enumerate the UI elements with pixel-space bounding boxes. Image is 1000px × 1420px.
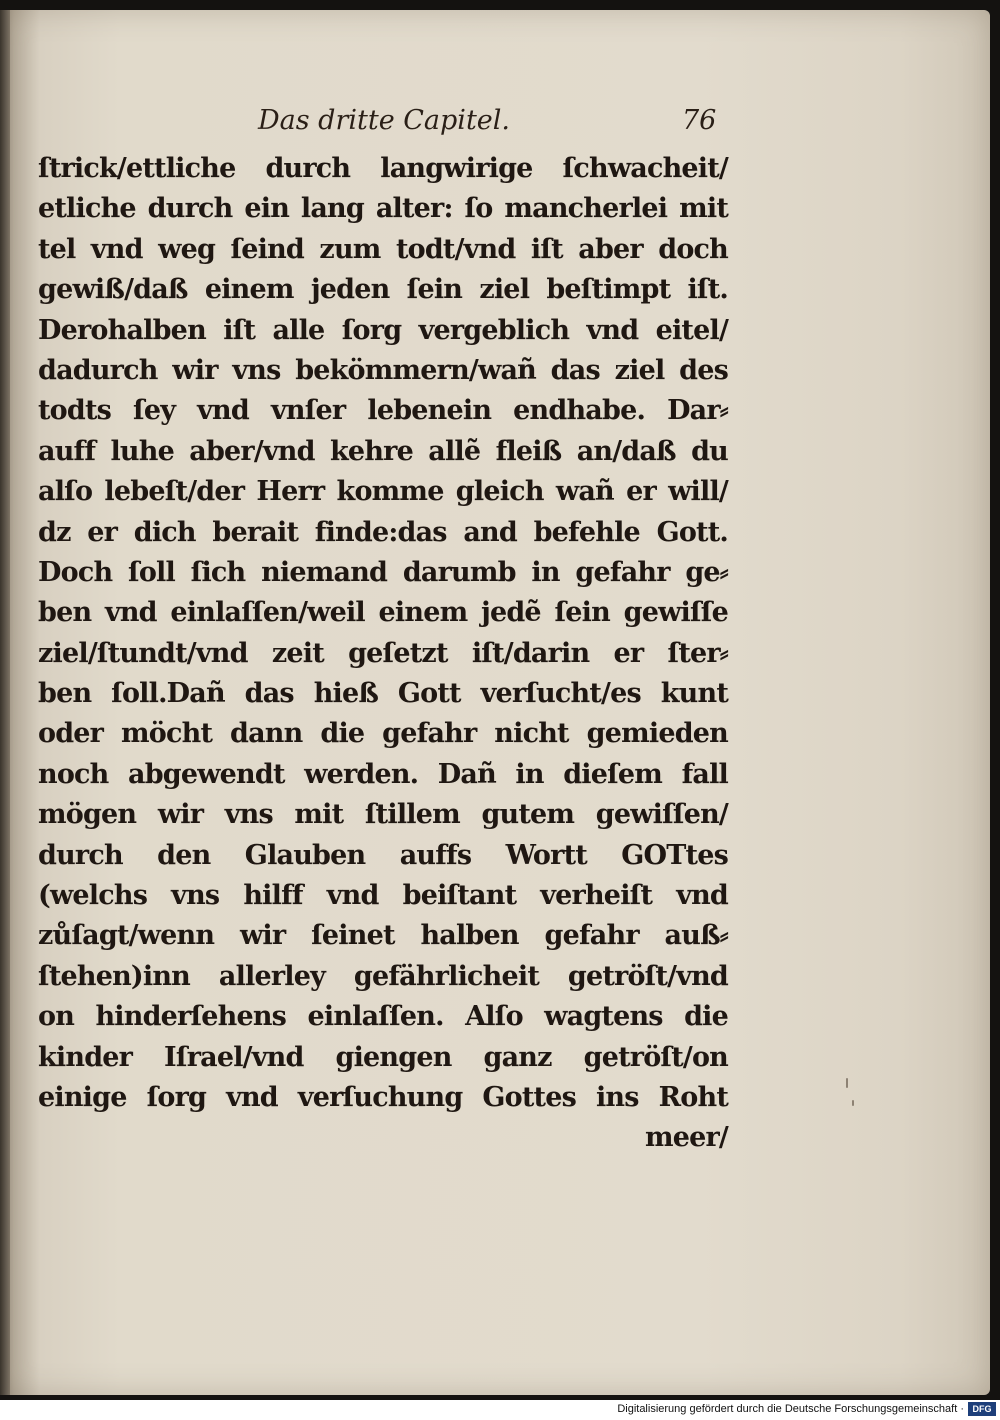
text-line: oder möcht dann die gefahr nicht gemieden — [38, 718, 728, 750]
running-title: Das dritte Capitel. — [258, 105, 510, 136]
text-line: ben ſoll.Dañ das hieß Gott verſucht/es kunt — [38, 678, 728, 710]
text-line: kinder Iſrael/vnd giengen ganz getröſt/on — [38, 1041, 728, 1073]
footer-credit: Digitalisierung gefördert durch die Deutsche Forschungsgemeinschaft · — [617, 1403, 964, 1415]
text-line: dz er dich berait finde:das and befehle Gott. — [38, 516, 728, 548]
catchword: meer/ — [644, 1122, 728, 1154]
text-line: noch abgewendt werden. Dañ in dieſem fall — [38, 758, 728, 790]
body-text — [38, 149, 728, 1159]
book-page — [0, 10, 990, 1395]
text-line: on hinderſehens einlaſſen. Alſo wagtens die — [38, 1001, 728, 1033]
running-head — [0, 105, 740, 145]
text-line: gewiß/daß einem jeden ſein ziel beſtimpt iſt. — [38, 274, 728, 306]
footer-bar — [0, 1400, 1000, 1420]
book-spine — [0, 10, 10, 1395]
text-line: ziel/ſtundt/vnd zeit geſetzt iſt/darin er ſter⸗ — [38, 637, 728, 669]
text-line: etliche durch ein lang alter: ſo mancherlei mit — [38, 193, 728, 225]
dfg-logo-icon: DFG — [968, 1402, 996, 1416]
text-line: tel vnd weg ſeind zum todt/vnd iſt aber doch — [38, 233, 728, 265]
paper-speck — [846, 1078, 848, 1088]
text-line: mögen wir vns mit ſtillem gutem gewiſſen/ — [38, 799, 728, 831]
text-line: ben vnd einlaſſen/weil einem jedẽ ſein gewiſſe — [38, 597, 728, 629]
text-line: dadurch wir vns bekömmern/wañ das ziel des — [38, 354, 728, 386]
text-line: ſtehen)inn allerley gefährlicheit getröſt/vnd — [38, 960, 728, 992]
text-line: todts ſey vnd vnſer lebenein endhabe. Dar⸗ — [38, 395, 728, 427]
text-line: alſo lebeſt/der Herr komme gleich wañ er will/ — [38, 476, 728, 508]
paper-speck — [852, 1100, 854, 1106]
text-line: Derohalben iſt alle ſorg vergeblich vnd eitel/ — [38, 314, 728, 346]
text-line: durch den Glauben auffs Wortt GOTtes — [38, 839, 728, 871]
text-line: (welchs vns hilff vnd beiſtant verheiſt vnd — [38, 880, 728, 912]
text-line: Doch ſoll ſich niemand darumb in gefahr ge⸗ — [38, 556, 728, 588]
text-line: einige ſorg vnd verſuchung Gottes ins Roht — [38, 1081, 728, 1113]
text-line: ſtrick/ettliche durch langwirige ſchwacheit/ — [38, 153, 728, 184]
text-line: zůſagt/wenn wir ſeinet halben gefahr auß⸗ — [38, 920, 728, 952]
page-number: 76 — [682, 105, 717, 136]
text-line: auff luhe aber/vnd kehre allẽ fleiß an/daß du — [38, 435, 728, 467]
